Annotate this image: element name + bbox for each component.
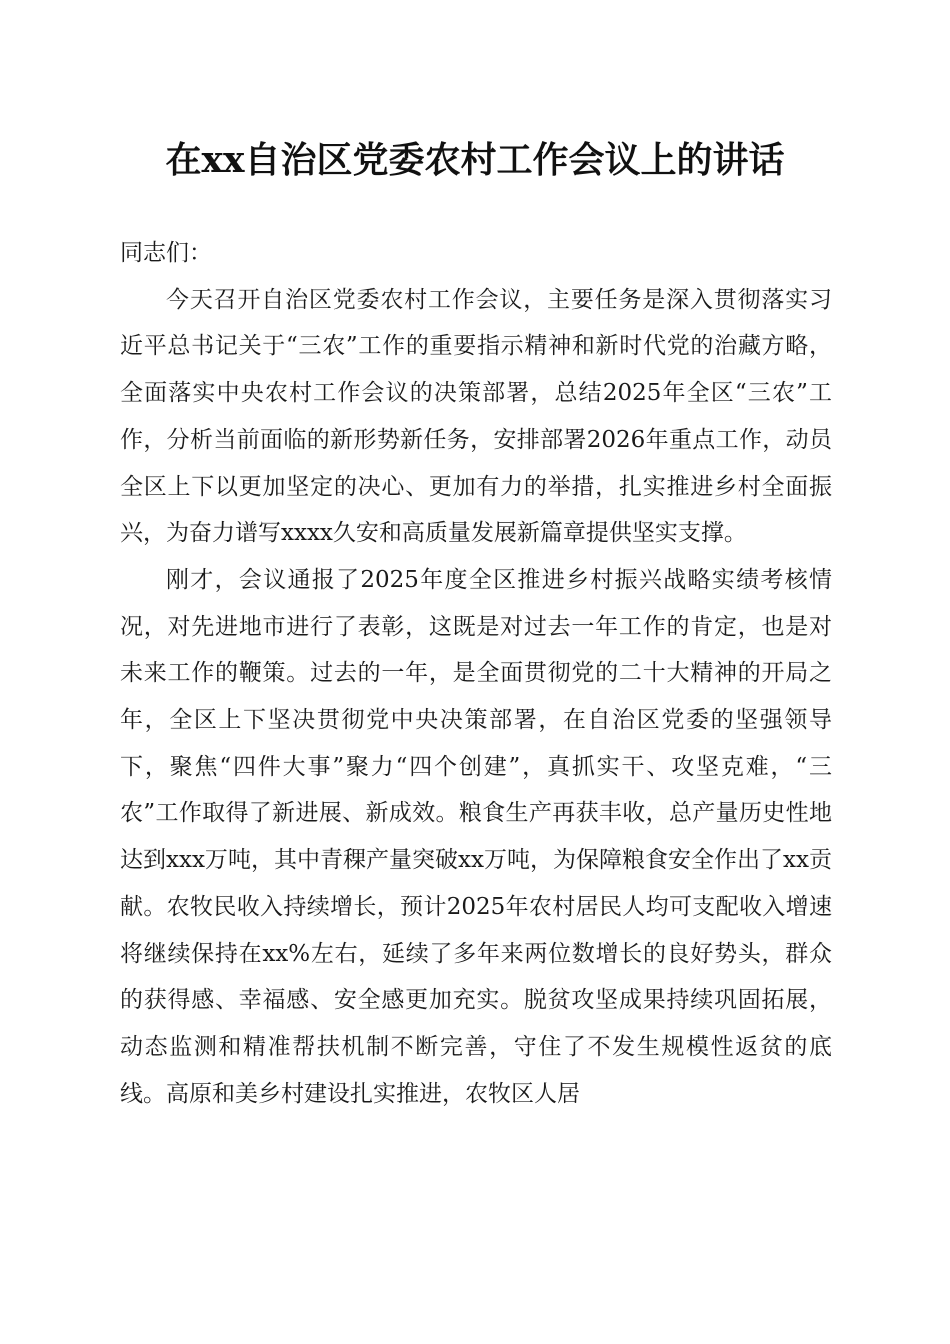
paragraph-1: 今天召开自治区党委农村工作会议，主要任务是深入贯彻落实习近平总书记关于“三农”工作的重要指示精神和新时代党的治藏方略，全面落实中央农村工作会议的决策部署，总结2025年全区“三农”工作，分析当前面临的新形势新任务，安排部署2026年重点工作，动员全区上下以更加坚定的决心、更加有力的举措，扎实推进乡村全面振兴，为奋力谱写xxxx久安和高质量发展新篇章提供坚实支撑。: [120, 286, 832, 547]
document-title: 在xx自治区党委农村工作会议上的讲话: [165, 139, 785, 181]
salutation: 同志们：: [120, 240, 212, 266]
document-body: [120, 230, 832, 1117]
paragraph-2: 刚才，会议通报了2025年度全区推进乡村振兴战略实绩考核情况，对先进地市进行了表彰，这既是对过去一年工作的肯定，也是对未来工作的鞭策。过去的一年，是全面贯彻党的二十大精神的开局之年，全区上下坚决贯彻党中央决策部署，在自治区党委的坚强领导下，聚焦“四件大事”聚力“四个创建”，真抓实干、攻坚克难，“三农”工作取得了新进展、新成效。粮食生产再获丰收，总产量历史性地达到xxx万吨，其中青稞产量突破xx万吨，为保障粮食安全作出了xx贡献。农牧民收入持续增长，预计2025年农村居民人均可支配收入增速将继续保持在xx%左右，延续了多年来两位数增长的良好势头，群众的获得感、幸福感、安全感更加充实。脱贫攻坚成果持续巩固拓展，动态监测和精准帮扶机制不断完善，守住了不发生规模性返贫的底线。高原和美乡村建设扎实推进，农牧区人居: [120, 566, 832, 1107]
